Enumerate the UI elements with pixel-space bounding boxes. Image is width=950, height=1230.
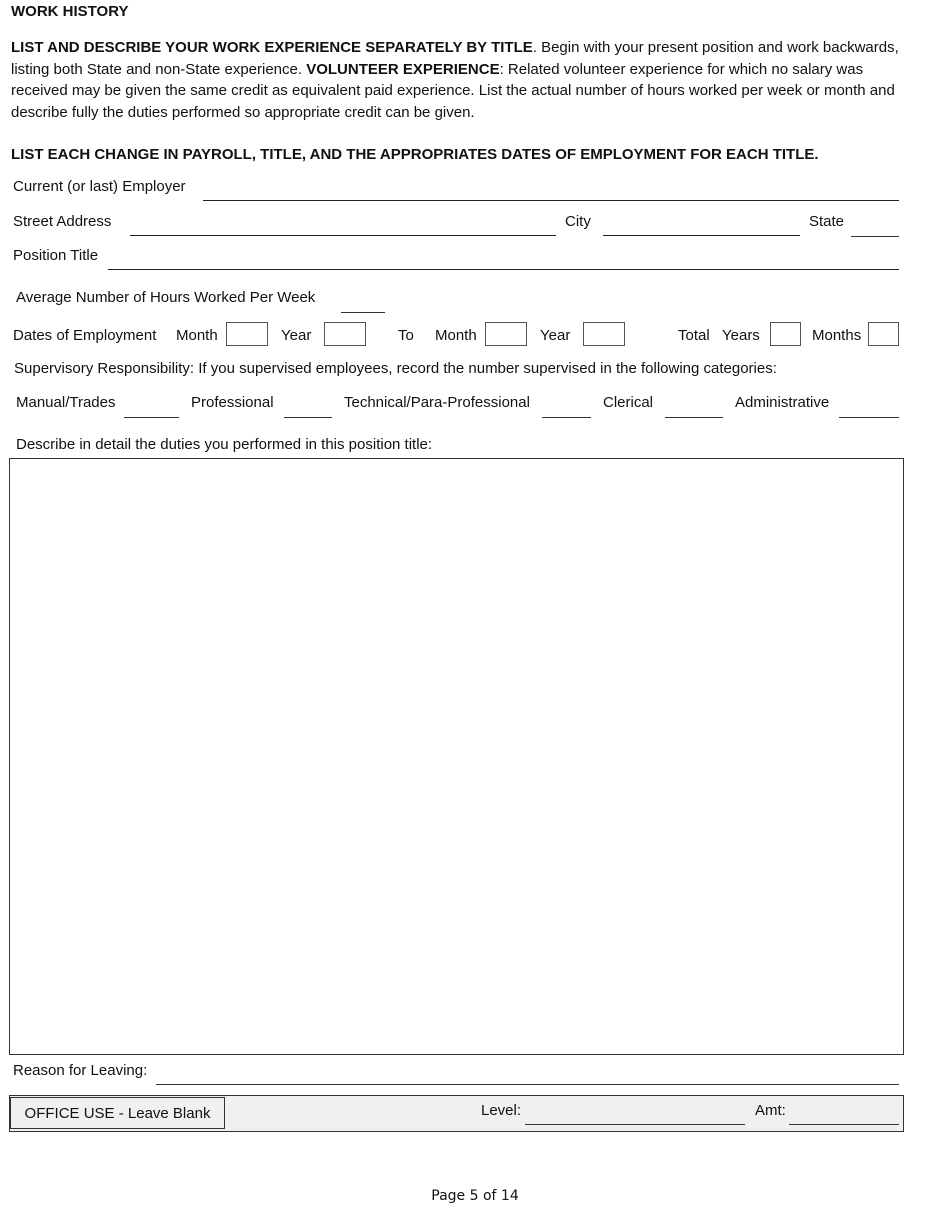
state-label: State xyxy=(809,213,845,230)
office-use-button[interactable] xyxy=(10,1097,225,1129)
state-input[interactable] xyxy=(851,236,899,237)
duties-label: Describe in detail the duties you performed in this position title: xyxy=(16,436,433,453)
street-address-input[interactable] xyxy=(130,235,556,236)
office-level-input[interactable] xyxy=(525,1124,745,1125)
category-professional-label: Professional xyxy=(191,394,274,411)
from-month-label: Month xyxy=(176,327,218,344)
section-title: WORK HISTORY xyxy=(11,3,129,20)
duties-textarea[interactable] xyxy=(9,458,904,1055)
category-manual-trades-input[interactable] xyxy=(124,417,179,418)
category-clerical-label: Clerical xyxy=(603,394,654,411)
intro-text-2: : Related volunteer experience for which no salary was received may be given the same credit as equivalent paid experience. List the actual number of hours worked per week or month and describe fully the duties performed so appropriate credit can be given. xyxy=(11,60,895,121)
intro-paragraph xyxy=(11,37,911,123)
city-label: City xyxy=(565,213,591,230)
category-technical-input[interactable] xyxy=(542,417,591,418)
total-months-label: Months xyxy=(812,327,862,344)
office-amt-label: Amt: xyxy=(755,1102,786,1119)
to-label: To xyxy=(398,327,414,344)
employer-input[interactable] xyxy=(203,200,899,201)
supervisory-text: Supervisory Responsibility: If you supervised employees, record the number supervised in the following categories: xyxy=(14,360,777,377)
office-level-label: Level: xyxy=(481,1102,522,1119)
from-year-input[interactable] xyxy=(324,322,366,346)
payroll-note: LIST EACH CHANGE IN PAYROLL, TITLE, AND THE APPROPRIATES DATES OF EMPLOYMENT FOR EACH TITLE. xyxy=(11,146,819,163)
from-month-input[interactable] xyxy=(226,322,268,346)
office-amt-input[interactable] xyxy=(789,1124,899,1125)
to-month-label: Month xyxy=(435,327,477,344)
page-number: Page 5 of 14 xyxy=(431,1188,519,1204)
position-title-label: Position Title xyxy=(13,247,99,264)
intro-bold-volunteer: VOLUNTEER EXPERIENCE xyxy=(306,60,500,78)
total-years-label: Years xyxy=(722,327,760,344)
from-year-label: Year xyxy=(281,327,312,344)
category-manual-trades-label: Manual/Trades xyxy=(16,394,116,411)
reason-for-leaving-input[interactable] xyxy=(156,1084,899,1085)
category-administrative-label: Administrative xyxy=(735,394,830,411)
street-address-label: Street Address xyxy=(13,213,112,230)
intro-text-1: . Begin with your present position and work backwards, listing both State and non-State experience. xyxy=(11,39,899,78)
reason-for-leaving-label: Reason for Leaving: xyxy=(13,1062,148,1079)
to-year-label: Year xyxy=(540,327,571,344)
total-months-input[interactable] xyxy=(868,322,899,346)
city-input[interactable] xyxy=(603,235,800,236)
category-administrative-input[interactable] xyxy=(839,417,899,418)
total-years-input[interactable] xyxy=(770,322,801,346)
hours-per-week-input[interactable] xyxy=(341,312,385,313)
hours-per-week-label: Average Number of Hours Worked Per Week xyxy=(16,289,316,306)
category-technical-label: Technical/Para-Professional xyxy=(344,394,530,411)
to-year-input[interactable] xyxy=(583,322,625,346)
position-title-input[interactable] xyxy=(108,269,899,270)
category-clerical-input[interactable] xyxy=(665,417,723,418)
office-use-label: OFFICE USE - Leave Blank xyxy=(24,1104,211,1122)
category-professional-input[interactable] xyxy=(284,417,332,418)
employer-label: Current (or last) Employer xyxy=(13,178,186,195)
dates-of-employment-label: Dates of Employment xyxy=(13,327,157,344)
intro-bold-work-experience: LIST AND DESCRIBE YOUR WORK EXPERIENCE SEPARATELY BY TITLE xyxy=(11,39,533,56)
total-label: Total xyxy=(678,327,710,344)
to-month-input[interactable] xyxy=(485,322,527,346)
